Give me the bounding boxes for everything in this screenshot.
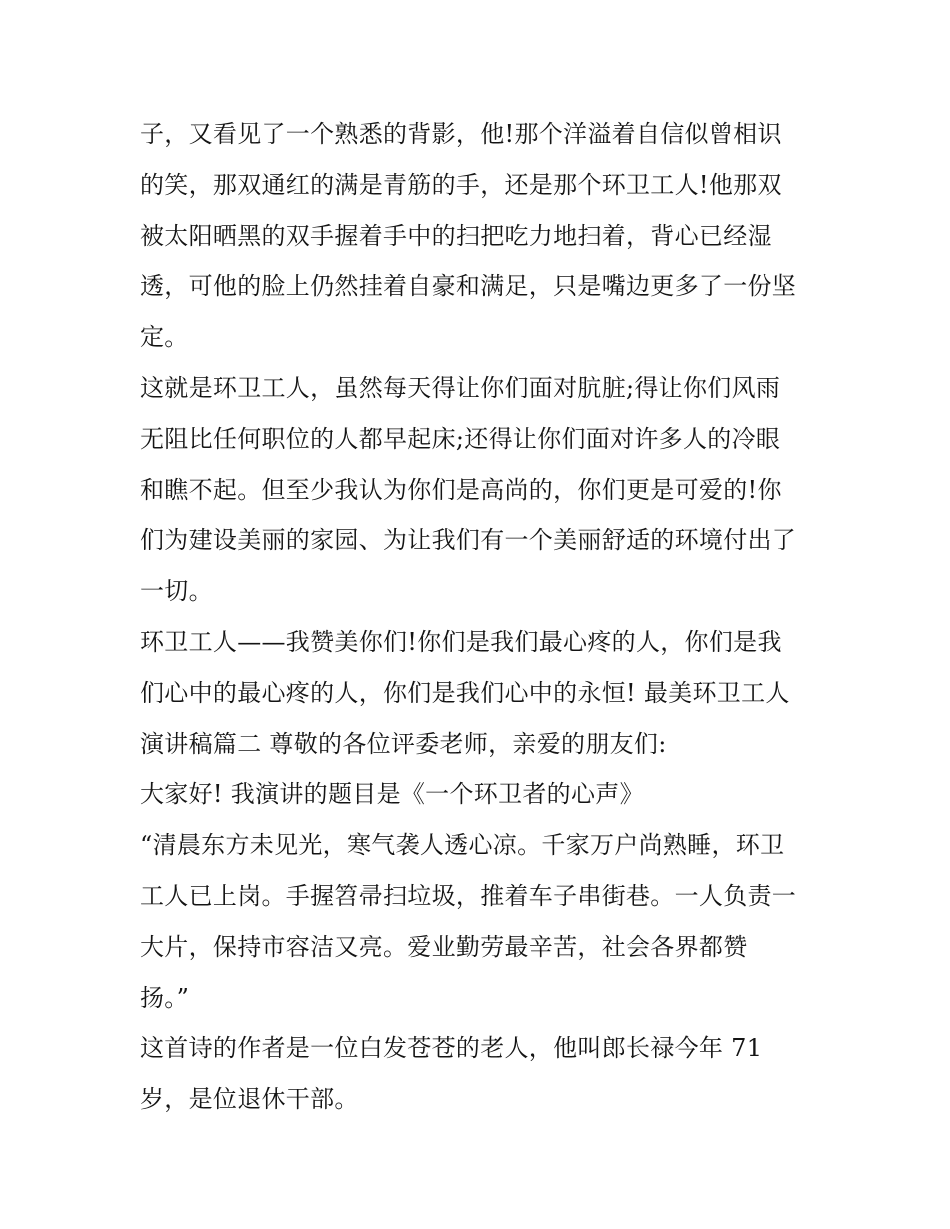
text-line: 大家好! 我演讲的题目是《一个环卫者的心声》 [140,780,644,809]
text-line: 和瞧不起。但至少我认为你们是高尚的，你们更是可爱的!你 [140,475,782,504]
text-line: 子，又看见了一个熟悉的背影，他!那个洋溢着自信似曾相识 [140,120,782,148]
text-line: 工人已上岗。手握笤帚扫垃圾，推着车子串街巷。一人负责一 [140,881,797,910]
text-line: 演讲稿篇二 尊敬的各位评委老师，亲爱的朋友们: [140,729,667,758]
document-body [140,109,820,1125]
text-line: 无阻比任何职位的人都早起床;还得让你们面对许多人的冷眼 [140,424,781,453]
text-line: 的笑，那双通红的满是青筋的手，还是那个环卫工人!他那双 [140,170,782,199]
text-line: 岁，是位退休干部。 [140,1085,359,1114]
text-line: 们心中的最心疼的人，你们是我们心中的永恒! 最美环卫工人 [140,678,790,707]
text-line: 们为建设美丽的家园、为让我们有一个美丽舒适的环境付出了 [140,526,797,555]
text-line: 一切。 [140,577,213,606]
text-line: 扬。” [140,983,190,1012]
text-line: 环卫工人——我赞美你们!你们是我们最心疼的人，你们是我 [140,627,782,656]
text-line: “清晨东方未见光，寒气袭人透心凉。千家万户尚熟睡，环卫 [140,831,785,860]
text-line: 这就是环卫工人，虽然每天得让你们面对肮脏;得让你们风雨 [140,373,781,402]
text-line: 透，可他的脸上仍然挂着自豪和满足，只是嘴边更多了一份坚 [140,272,797,301]
text-line: 这首诗的作者是一位白发苍苍的老人，他叫郎长禄今年 71 [140,1034,763,1063]
text-line: 定。 [140,323,189,352]
text-line: 被太阳晒黑的双手握着手中的扫把吃力地扫着，背心已经湿 [140,221,772,250]
text-line: 大片，保持市容洁又亮。爱业勤劳最辛苦，社会各界都赞 [140,932,748,961]
